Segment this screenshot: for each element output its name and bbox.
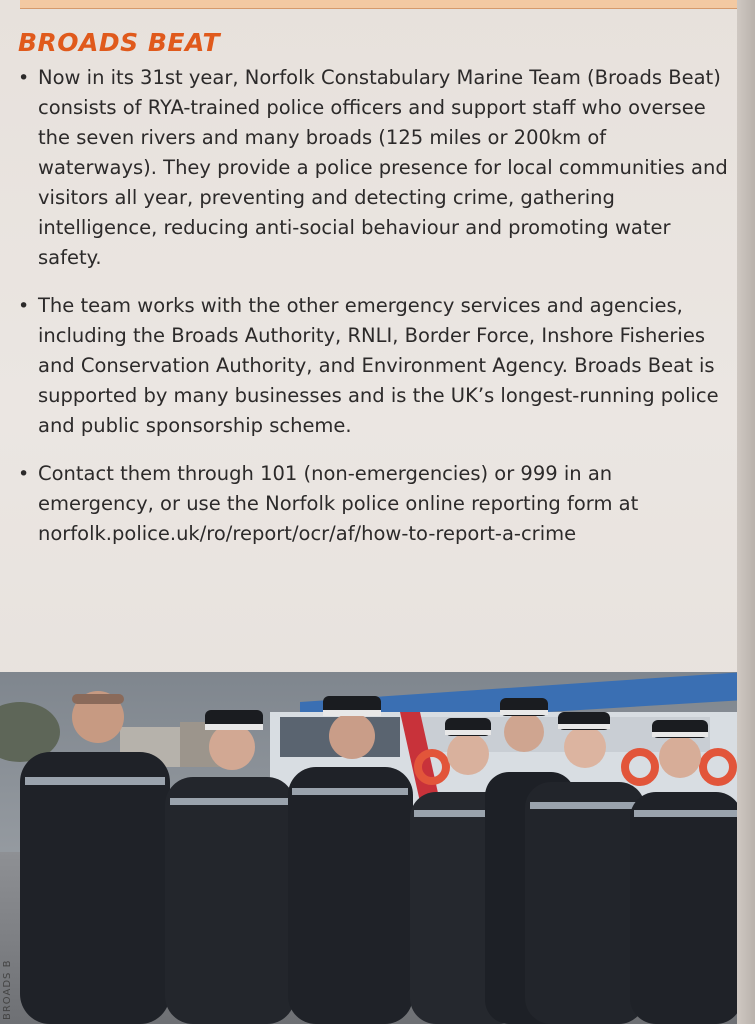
- bullet-item: [18, 459, 730, 549]
- bullet-icon: •: [18, 295, 30, 317]
- bullet-icon: •: [18, 463, 30, 485]
- article-heading: BROADS BEAT: [18, 28, 221, 57]
- bullet-text: Now in its 31st year, Norfolk Constabulary Marine Team (Broads Beat) consists of RYA-trained police officers and support staff who oversee the seven rivers and many broads (125 miles or 200km of waterways). They provide a police presence for local communities and visitors all year, preventing and detecting crime, gathering intelligence, reducing anti-social behaviour and promoting water safety.: [38, 66, 728, 269]
- team-photo: [0, 672, 745, 1024]
- previous-section-strip: [20, 0, 740, 9]
- bullet-icon: •: [18, 67, 30, 89]
- photo-side-caption: BROADS B: [2, 959, 13, 1020]
- bullet-item: [18, 291, 730, 441]
- page-edge: [737, 0, 755, 1024]
- bullet-text: The team works with the other emergency services and agencies, including the Broads Authority, RNLI, Border Force, Inshore Fisheries and Conservation Authority, and Environment Agency. Broads Beat is supported by many businesses and is the UK’s longest-running police and public sponsorship scheme.: [38, 294, 719, 437]
- bullet-item: [18, 63, 730, 273]
- team-photo-illustration: [0, 672, 745, 1024]
- article-broads-beat: [18, 28, 730, 567]
- bullet-text: Contact them through 101 (non-emergencies) or 999 in an emergency, or use the Norfolk police online reporting form at norfolk.police.uk/ro/report/ocr/af/how-to-report-a-crime: [38, 462, 639, 545]
- bullet-list: [18, 63, 730, 549]
